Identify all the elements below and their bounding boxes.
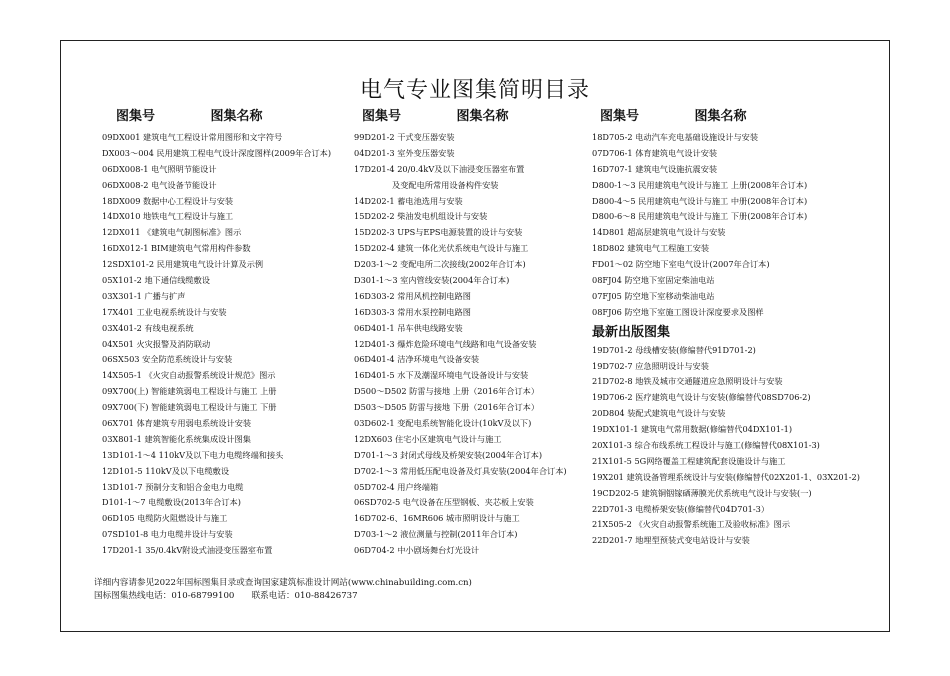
atlas-list — [354, 130, 594, 559]
header-atlas-name: 图集名称 — [456, 109, 509, 124]
list-item: 19X201 建筑设备管理系统设计与安装(修编替代02X201-1、03X201-2) — [592, 471, 860, 482]
list-item: 04D201-3 室外变压器安装 — [354, 147, 455, 158]
list-item: D800-4～5 民用建筑电气设计与施工 中册(2008年合订本) — [592, 195, 808, 206]
list-item: 06DX008-1 电气照明节能设计 — [102, 163, 217, 174]
atlas-list — [592, 130, 882, 321]
column-header — [592, 108, 882, 130]
footer-contact — [94, 577, 472, 603]
list-item: 14D202-1 蓄电池选用与安装 — [354, 195, 463, 206]
catalog-column-2 — [354, 108, 594, 559]
list-item: 07D706-1 体育建筑电气设计安装 — [592, 147, 718, 158]
list-item: 06X701 体育建筑专用弱电系统设计安装 — [102, 418, 252, 429]
list-item: 18D802 建筑电气工程施工安装 — [592, 243, 710, 254]
list-item: 05X101-2 地下通信线缆敷设 — [102, 275, 210, 286]
list-item: 08FJ06 防空地下室施工图设计深度要求及图样 — [592, 306, 764, 317]
list-item: D702-1～3 常用低压配电设备及灯具安装(2004年合订本) — [354, 465, 567, 476]
new-releases-heading: 最新出版图集 — [592, 324, 671, 340]
list-item: 12D401-3 爆炸危险环境电气线路和电气设备安装 — [354, 338, 537, 349]
list-item: 03X301-1 广播与扩声 — [102, 290, 186, 301]
list-item: 18DX009 数据中心工程设计与安装 — [102, 195, 234, 206]
list-item: 06D105 电缆防火阻燃设计与施工 — [102, 513, 228, 524]
list-item: 06D401-1 吊车供电线路安装 — [354, 322, 463, 333]
list-item: 19D702-7 应急照明设计与安装 — [592, 360, 709, 371]
list-item: 03X401-2 有线电视系统 — [102, 322, 194, 333]
list-item: 20D804 装配式建筑电气设计与安装 — [592, 408, 726, 419]
header-atlas-number: 图集号 — [362, 109, 402, 124]
list-item: 12SDX101-2 民用建筑电气设计计算及示例 — [102, 259, 264, 270]
list-item: 13D101-1～4 110kV及以下电力电缆终端和接头 — [102, 449, 284, 460]
footer-website-line: 详细内容请参见2022年国标图集目录或查询国家建筑标准设计网站(www.chinabuilding.com.cn) — [94, 578, 472, 588]
list-item: D800-6～8 民用建筑电气设计与施工 下册(2008年合订本) — [592, 211, 808, 222]
list-item: 19DX101-1 建筑电气常用数据(修编替代04DX101-1) — [592, 424, 793, 435]
list-item: 14X505-1 《火灾自动报警系统设计规范》图示 — [102, 370, 276, 381]
list-item: 18D705-2 电动汽车充电基础设施设计与安装 — [592, 132, 759, 142]
list-item: 22D701-3 电缆桥架安装(修编替代04D701-3） — [592, 503, 770, 514]
list-item: 21X505-2 《火灾自动报警系统施工及验收标准》图示 — [592, 519, 791, 530]
list-item: 03D602-1 变配电系统智能化设计(10kV及以下) — [354, 418, 532, 429]
list-item: D800-1～3 民用建筑电气设计与施工 上册(2008年合订本) — [592, 179, 808, 190]
catalog-column-3 — [592, 108, 882, 549]
list-item: 16D401-5 水下及潮湿环境电气设备设计与安装 — [354, 370, 529, 381]
list-item: 12D101-5 110kV及以下电缆敷设 — [102, 465, 230, 476]
list-item: 21D702-8 地铁及城市交通隧道应急照明设计与安装 — [592, 376, 783, 387]
list-item: 22D201-7 地埋型预装式变电站设计与安装 — [592, 535, 750, 546]
list-item: 09X700(下) 智能建筑弱电工程设计与施工 下册 — [102, 402, 277, 413]
list-item: 16DX012-1 BIM建筑电气常用构件参数 — [102, 243, 251, 254]
header-atlas-number: 图集号 — [600, 109, 640, 124]
list-item: 06D401-4 洁净环境电气设备安装 — [354, 354, 480, 365]
list-item: 21X101-5 5G网络覆盖工程建筑配套设施设计与施工 — [592, 455, 786, 466]
footer-phone-line: 国标图集热线电话：010-68799100 联系电话：010-88426737 — [94, 591, 358, 601]
list-item: 19CD202-5 建筑铜铟镓硒薄膜光伏系统电气设计与安装(一) — [592, 487, 812, 498]
header-atlas-name: 图集名称 — [210, 109, 263, 124]
list-item: 08FJ04 防空地下室固定柴油电站 — [592, 275, 715, 286]
list-item: 16D702-6、16MR606 城市照明设计与施工 — [354, 513, 520, 524]
list-item: 17D201-4 20/0.4kV及以下油浸变压器室布置 — [354, 163, 525, 174]
catalog-column-1 — [102, 108, 352, 559]
list-item: 及变配电所常用设备构件安装 — [392, 179, 499, 190]
list-item: 15D202-3 UPS与EPS电源装置的设计与安装 — [354, 227, 523, 238]
list-item: 06SD702-5 电气设备在压型钢板、夹芯板上安装 — [354, 497, 534, 508]
header-atlas-name: 图集名称 — [694, 109, 747, 124]
list-item: 19D706-2 医疗建筑电气设计与安装(修编替代08SD706-2) — [592, 392, 811, 403]
list-item: 06DX008-2 电气设备节能设计 — [102, 179, 217, 190]
list-item: 12DX603 住宅小区建筑电气设计与施工 — [354, 433, 502, 444]
header-atlas-number: 图集号 — [116, 109, 156, 124]
list-item: D500～D502 防雷与接地 上册（2016年合订本） — [354, 386, 540, 397]
list-item: 14D801 超高层建筑电气设计与安装 — [592, 227, 726, 238]
list-item: 14DX010 地铁电气工程设计与施工 — [102, 211, 234, 222]
list-item: 06D704-2 中小剧场舞台灯光设计 — [354, 545, 480, 556]
list-item: 15D202-2 柴油发电机组设计与安装 — [354, 211, 488, 222]
list-item: 09DX001 建筑电气工程设计常用图形和文字符号 — [102, 132, 283, 142]
list-item: 13D101-7 预制分支和铝合金电力电缆 — [102, 481, 244, 492]
list-item: 17D201-1 35/0.4kV附设式油浸变压器室布置 — [102, 545, 273, 556]
list-item: D101-1～7 电缆敷设(2013年合订本) — [102, 497, 241, 508]
list-item: 99D201-2 干式变压器安装 — [354, 132, 455, 142]
list-item: D701-1～3 封闭式母线及桥架安装(2004年合订本) — [354, 449, 543, 460]
list-item: 20X101-3 综合布线系统工程设计与施工(修编替代08X101-3) — [592, 440, 820, 451]
list-item: 15D202-4 建筑一体化光伏系统电气设计与施工 — [354, 243, 529, 254]
list-item: D203-1～2 变配电所二次接线(2002年合订本) — [354, 259, 526, 270]
list-item: D503～D505 防雷与接地 下册（2016年合订本） — [354, 402, 540, 413]
list-item: 19D701-2 母线槽安装(修编替代91D701-2) — [592, 344, 756, 355]
column-header — [354, 108, 594, 130]
new-releases-list — [592, 343, 882, 550]
list-item: FD01～02 防空地下室电气设计(2007年合订本) — [592, 259, 770, 270]
list-item: DX003～004 民用建筑工程电气设计深度图样(2009年合订本) — [102, 147, 332, 158]
list-item: 05D702-4 用户终端箱 — [354, 481, 439, 492]
list-item: D301-1～3 室内管线安装(2004年合订本) — [354, 275, 510, 286]
list-item: 16D303-2 常用风机控制电路图 — [354, 290, 471, 301]
page-title: 电气专业图集简明目录 — [359, 78, 590, 103]
list-item: 04X501 火灾报警及消防联动 — [102, 338, 211, 349]
list-item: 03X801-1 建筑智能化系统集成设计图集 — [102, 433, 251, 444]
list-item: 17X401 工业电视系统设计与安装 — [102, 306, 227, 317]
atlas-list — [102, 130, 352, 559]
list-item: 07SD101-8 电力电缆井设计与安装 — [102, 529, 233, 540]
list-item: 12DX011 《建筑电气制图标准》图示 — [102, 227, 242, 238]
list-item: 09X700(上) 智能建筑弱电工程设计与施工 上册 — [102, 386, 277, 397]
list-item: 07FJ05 防空地下室移动柴油电站 — [592, 290, 715, 301]
list-item: 16D707-1 建筑电气设施抗震安装 — [592, 163, 718, 174]
list-item: D703-1～2 液位测量与控制(2011年合订本) — [354, 529, 518, 540]
column-header — [102, 108, 352, 130]
list-item: 06SX503 安全防范系统设计与安装 — [102, 354, 233, 365]
list-item: 16D303-3 常用水泵控制电路图 — [354, 306, 471, 317]
